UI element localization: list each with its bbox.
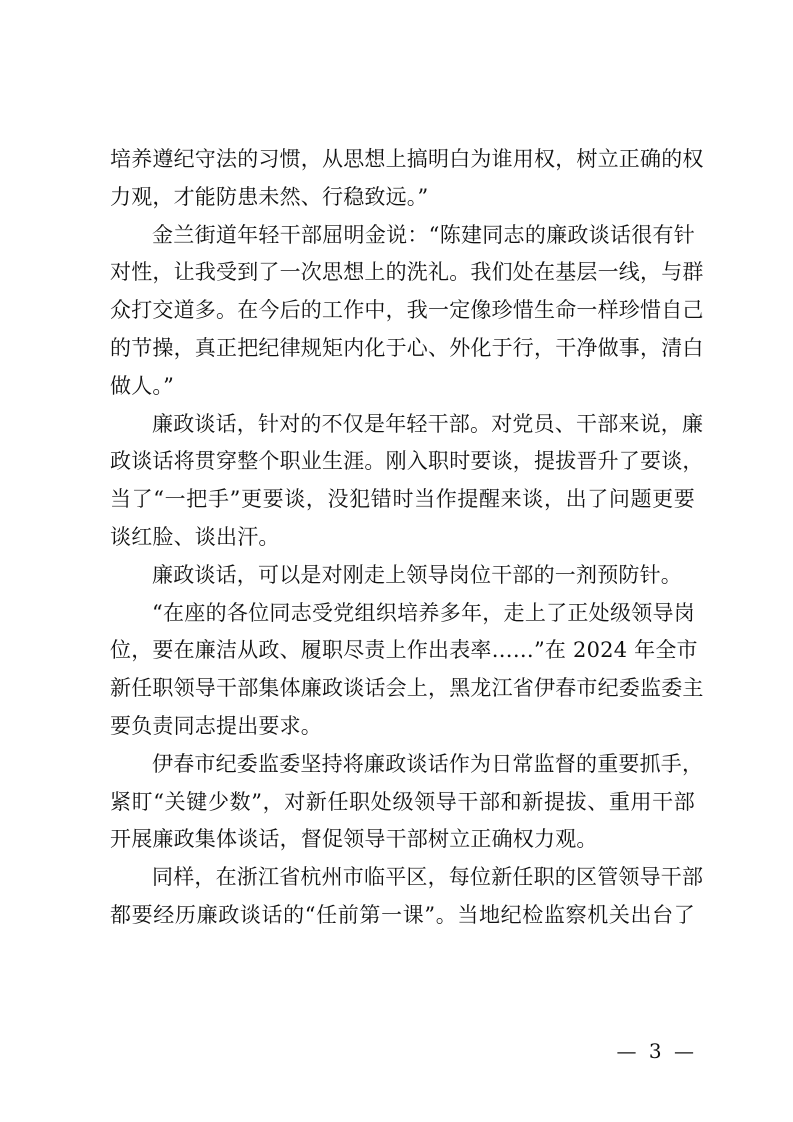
text-line: 做人。” (110, 373, 175, 398)
text-line: 开展廉政集体谈话，督促领导干部树立正确权力观。 (110, 827, 598, 852)
text-line: 力观，才能防患未然、行稳致远。” (110, 184, 429, 209)
text-line: 的节操，真正把纪律规矩内化于心、外化于行，干净做事，清白 (110, 335, 704, 360)
page-number: — 3 — (616, 1039, 697, 1063)
text-line: 政谈话将贯穿整个职业生涯。刚入职时要谈，提拔晋升了要谈， (110, 449, 704, 474)
text-line: 谈红脸、谈出汗。 (110, 524, 280, 549)
text-line: 都要经历廉政谈话的“任前第一课”。当地纪检监察机关出台了 (110, 902, 695, 927)
text-line: 位，要在廉洁从政、履职尽责上作出表率……”在 2024 年全市 (110, 638, 698, 663)
text-line: 廉政谈话，针对的不仅是年轻干部。对党员、干部来说，廉 (152, 411, 704, 436)
text-line: 当了“一把手”更要谈，没犯错时当作提醒来谈，出了问题更要 (110, 487, 695, 512)
text-line: 对性，让我受到了一次思想上的洗礼。我们处在基层一线，与群 (110, 260, 704, 285)
body-text (110, 141, 704, 935)
text-line: “在座的各位同志受党组织培养多年，走上了正处级领导岗 (152, 600, 695, 625)
text-line: 金兰街道年轻干部屈明金说：“陈建同志的廉政谈话很有针 (152, 222, 695, 247)
text-line: 新任职领导干部集体廉政谈话会上，黑龙江省伊春市纪委监委主 (110, 676, 704, 701)
text-line: 众打交道多。在今后的工作中，我一定像珍惜生命一样珍惜自己 (110, 298, 704, 323)
text-line: 培养遵纪守法的习惯，从思想上搞明白为谁用权，树立正确的权 (110, 147, 704, 171)
text-line: 要负责同志提出要求。 (110, 713, 322, 738)
text-line: 伊春市纪委监委坚持将廉政谈话作为日常监督的重要抓手， (152, 751, 704, 776)
text-line: 同样，在浙江省杭州市临平区，每位新任职的区管领导干部 (152, 865, 704, 890)
text-line: 紧盯“关键少数”，对新任职处级领导干部和新提拔、重用干部 (110, 789, 695, 814)
text-line: 廉政谈话，可以是对刚走上领导岗位干部的一剂预防针。 (152, 562, 682, 587)
